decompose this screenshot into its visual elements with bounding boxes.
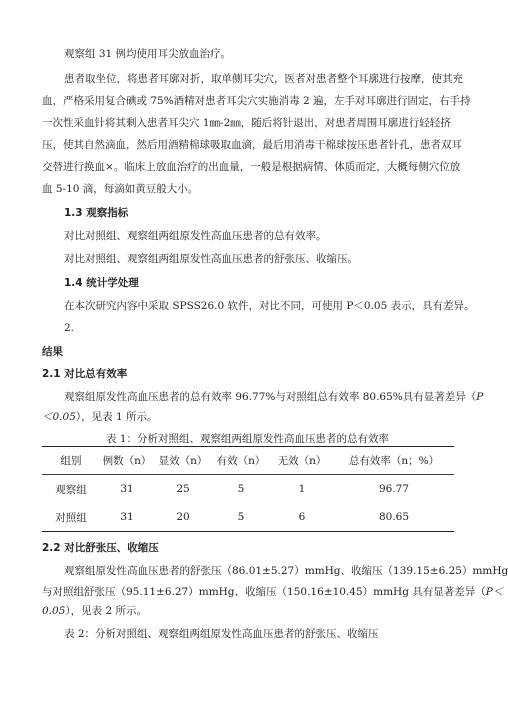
- table-cell: 25: [176, 483, 190, 495]
- section-number-2: 2.: [64, 322, 75, 334]
- table-2-caption: 表 2：分析对照组、观察组两组原发性高血压患者的舒张压、收缩压: [64, 628, 379, 640]
- section-heading-results: 结果: [42, 346, 63, 358]
- section-heading-2-2: 2.2 对比舒张压、收缩压: [42, 542, 159, 554]
- bp-line-1: 观察组原发性高血压患者的舒张压（86.01±5.27）mmHg、收缩压（139.15±6.25）mmHg: [64, 565, 508, 577]
- procedure-line-3: 一次性采血针将其剩入患者耳尖穴 1㎜-2㎜，随后将针退出，对患者周围耳廓进行轻轻挤: [42, 117, 451, 129]
- procedure-line-1: 患者取坐位，将患者耳廓对折，取单侧耳尖穴，医者对患者整个耳廓进行按摩，使其充: [64, 73, 463, 85]
- table-header-cell: 例数（n）: [100, 447, 154, 475]
- table-cell: 80.65: [334, 503, 454, 532]
- table-cell: 20: [154, 503, 212, 532]
- table-header-cell: 无效（n）: [270, 447, 334, 475]
- table-cell: 96.77: [378, 483, 410, 495]
- procedure-line-4: 压，使其自然滴血，然后用酒精棉球吸取血滴，最后用消毒干棉球按压患者针孔，患者双耳: [42, 139, 462, 151]
- efficacy-line-2: ＜0.05），见表 1 所示。: [42, 411, 158, 423]
- table-cell: 31: [120, 483, 134, 495]
- bp-line-2: 与对照组舒张压（95.11±6.27）mmHg、收缩压（150.16±10.45）mmHg 具有显著差异（P＜: [42, 586, 504, 598]
- table-cell: 1: [298, 483, 306, 495]
- table-row: [42, 475, 454, 504]
- section-heading-2-1: 2.1 对比总有效率: [42, 368, 128, 380]
- procedure-line-2: 血，严格采用复合碘或 75%酒精对患者耳尖穴实施消毒 2 遍，左手对耳廓进行固定，右手持: [42, 95, 471, 107]
- bp-line-3: 0.05），见表 2 所示。: [42, 605, 147, 617]
- table-header-cell: 总有效率（n；%）: [334, 447, 454, 475]
- paragraph-treatment-intro: 观察组 31 例均使用耳尖放血治疗。: [64, 48, 232, 60]
- efficacy-line-1: 观察组原发性高血压患者的总有效率 96.77%与对照组总有效率 80.65%具有显著差异（P: [64, 391, 484, 403]
- section-heading-1-4: 1.4 统计学处理: [64, 277, 139, 289]
- paragraph-observation-2: 对比对照组、观察组两组原发性高血压患者的舒张压、收缩压。: [64, 253, 358, 265]
- procedure-line-6: 血 5-10 滴，每滴如黄豆般大小。: [42, 183, 199, 195]
- table-row: [42, 503, 454, 532]
- table-1: [42, 446, 454, 532]
- paragraph-statistics: 在本次研究内容中采取 SPSS26.0 软件，对比不同，可使用 P＜0.05 表示，具有差异。: [64, 300, 475, 312]
- paragraph-observation-1: 对比对照组、观察组两组原发性高血压患者的总有效率。: [64, 230, 327, 242]
- table-cell: 观察组: [55, 483, 87, 496]
- table-cell: 6: [270, 503, 334, 532]
- table-header-cell: 显效（n）: [154, 447, 212, 475]
- table-cell: 5: [237, 483, 245, 495]
- table-cell: 5: [212, 503, 270, 532]
- table-cell: 31: [100, 503, 154, 532]
- table-header-cell: 组别: [42, 447, 100, 475]
- table-header-cell: 有效（n）: [212, 447, 270, 475]
- procedure-line-5: 交替进行换血×。临床上放血治疗的出血量，一般是根据病情、体质而定，大概每侧穴位放: [42, 161, 461, 173]
- table-cell: 对照组: [42, 503, 100, 532]
- section-heading-1-3: 1.3 观察指标: [64, 207, 129, 219]
- table-1-caption: 表 1：分析对照组、观察组两组原发性高血压患者的总有效率: [106, 433, 390, 445]
